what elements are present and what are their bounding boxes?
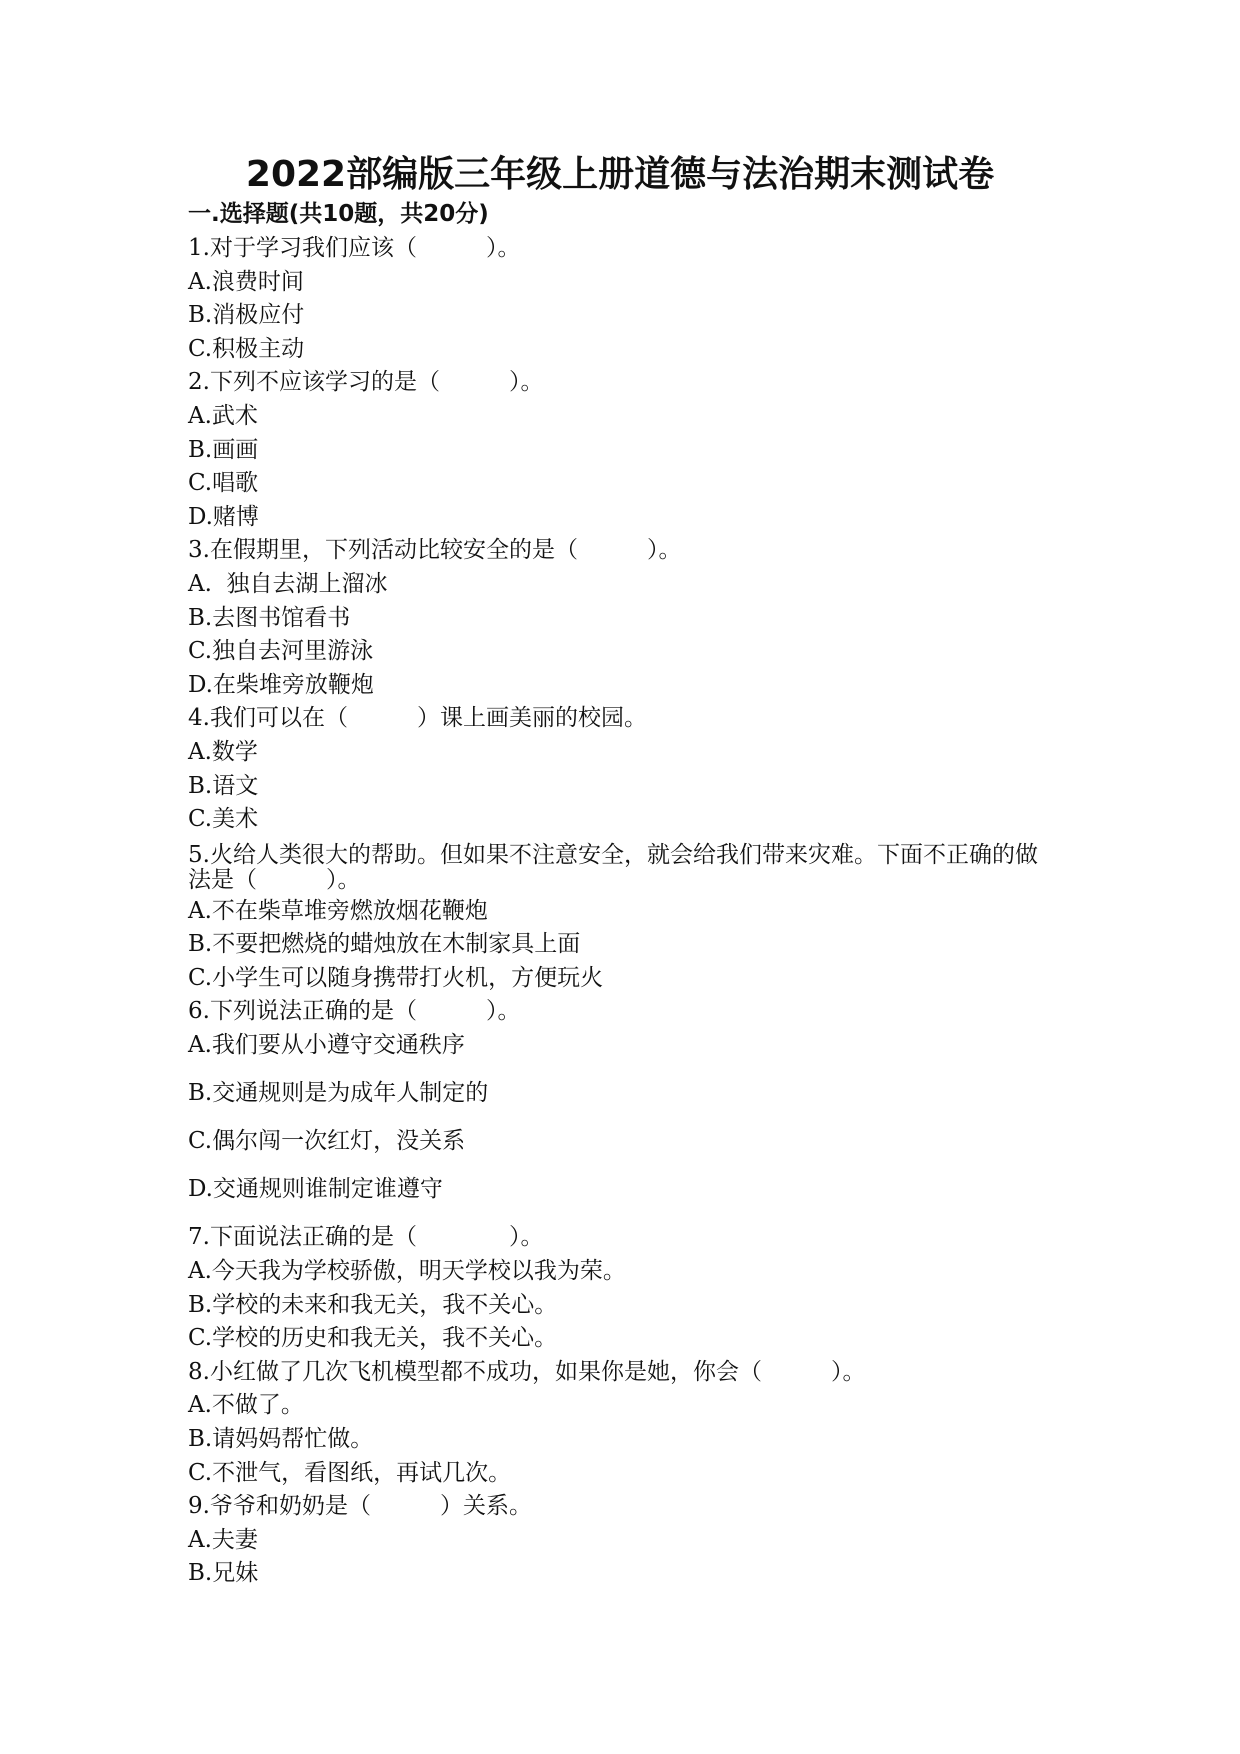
question-8 bbox=[188, 1356, 1058, 1490]
question-5 bbox=[188, 843, 1058, 996]
question-stem: 6.下列说法正确的是（ ）。 bbox=[188, 998, 521, 1025]
option-c: C.唱歌 bbox=[188, 470, 259, 497]
question-9 bbox=[188, 1490, 1058, 1591]
option-b: B.兄妹 bbox=[188, 1560, 259, 1587]
option-a: A.数学 bbox=[188, 738, 258, 765]
question-2 bbox=[188, 366, 1058, 534]
option-a: A.今天我为学校骄傲，明天学校以我为荣。 bbox=[188, 1258, 626, 1285]
option-c: C.小学生可以随身携带打火机，方便玩火 bbox=[188, 964, 604, 991]
option-b: B.消极应付 bbox=[188, 302, 305, 329]
question-stem: 9.爷爷和奶奶是（ ）关系。 bbox=[188, 1493, 532, 1520]
option-b: B.画画 bbox=[188, 436, 259, 463]
option-a: A.夫妻 bbox=[188, 1526, 258, 1553]
question-7 bbox=[188, 1221, 1058, 1355]
option-a: A.不做了。 bbox=[188, 1392, 304, 1419]
option-c: C.不泄气，看图纸，再试几次。 bbox=[188, 1459, 512, 1486]
option-a: A. 独自去湖上溜冰 bbox=[188, 570, 388, 597]
question-stem: 1.对于学习我们应该（ ）。 bbox=[188, 235, 521, 261]
question-1 bbox=[188, 232, 1058, 366]
option-c: C.积极主动 bbox=[188, 335, 305, 362]
question-stem: 5.火给人类很大的帮助。但如果不注意安全，就会给我们带来灾难。下面不正确的做法是（ ）。 bbox=[188, 841, 1038, 893]
option-c: C.美术 bbox=[188, 806, 259, 833]
section-header: 一.选择题(共10题，共20分) bbox=[188, 201, 489, 227]
option-c: C.独自去河里游泳 bbox=[188, 638, 374, 665]
option-b: B.交通规则是为成年人制定的 bbox=[188, 1080, 489, 1107]
question-6 bbox=[188, 995, 1058, 1206]
option-b: B.请妈妈帮忙做。 bbox=[188, 1426, 374, 1452]
option-d: D.赌博 bbox=[188, 503, 259, 530]
option-a: A.武术 bbox=[188, 402, 258, 429]
option-b: B.去图书馆看书 bbox=[188, 604, 351, 631]
option-d: D.在柴堆旁放鞭炮 bbox=[188, 671, 374, 698]
option-b: B.语文 bbox=[188, 772, 259, 799]
question-stem: 4.我们可以在（ ）课上画美丽的校园。 bbox=[188, 705, 647, 732]
question-4 bbox=[188, 702, 1058, 836]
option-a: A.浪费时间 bbox=[188, 268, 304, 295]
option-d: D.交通规则谁制定谁遵守 bbox=[188, 1176, 443, 1203]
option-a: A.我们要从小遵守交通秩序 bbox=[188, 1032, 465, 1059]
question-list bbox=[188, 232, 1058, 1591]
question-stem: 2.下列不应该学习的是（ ）。 bbox=[188, 369, 544, 396]
option-a: A.不在柴草堆旁燃放烟花鞭炮 bbox=[188, 897, 488, 924]
document-title: 2022部编版三年级上册道德与法治期末测试卷 bbox=[245, 154, 995, 195]
option-b: B.学校的未来和我无关，我不关心。 bbox=[188, 1291, 558, 1318]
question-stem: 3.在假期里，下列活动比较安全的是（ ）。 bbox=[188, 537, 682, 564]
option-b: B.不要把燃烧的蜡烛放在木制家具上面 bbox=[188, 931, 581, 958]
question-stem: 7.下面说法正确的是（ ）。 bbox=[188, 1224, 544, 1251]
question-3 bbox=[188, 534, 1058, 702]
option-c: C.偶尔闯一次红灯，没关系 bbox=[188, 1128, 466, 1155]
option-c: C.学校的历史和我无关，我不关心。 bbox=[188, 1325, 558, 1352]
question-stem: 8.小红做了几次飞机模型都不成功，如果你是她，你会（ ）。 bbox=[188, 1358, 866, 1385]
